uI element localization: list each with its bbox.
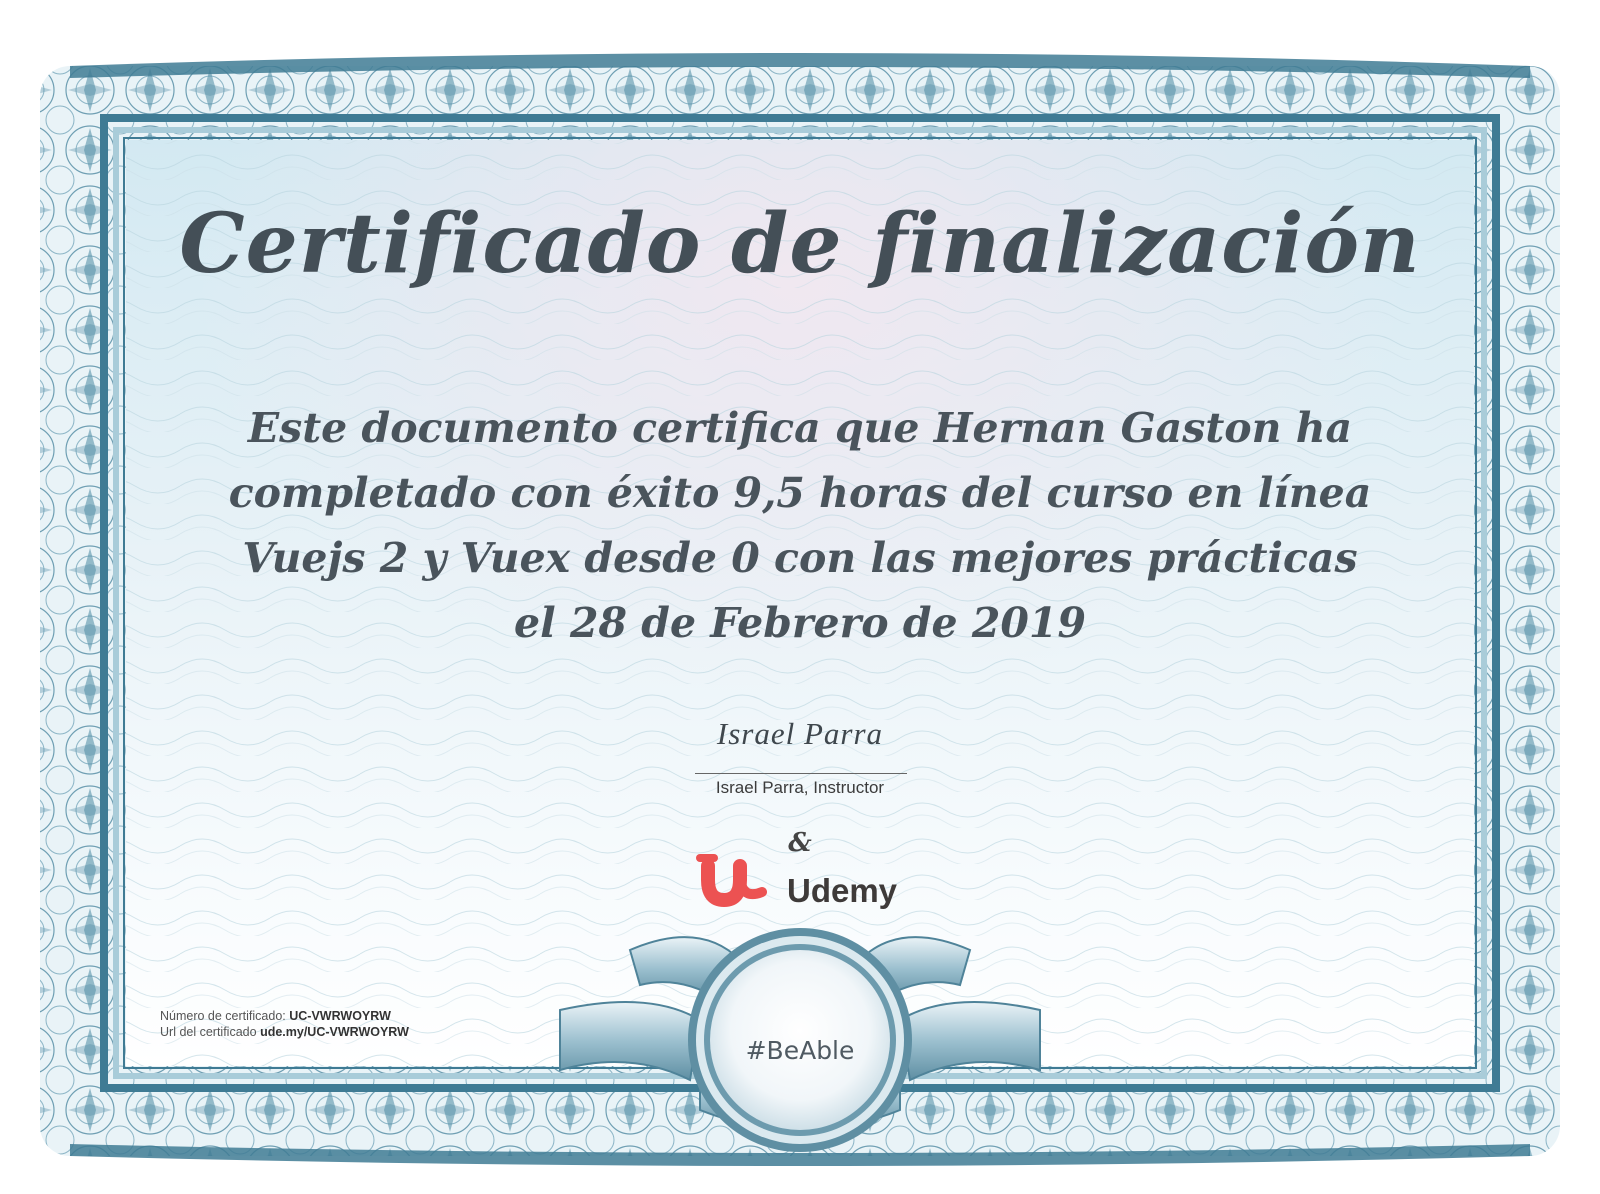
certificate-body (150, 396, 1450, 656)
certificate-title: Certificado de finalización (179, 196, 1421, 292)
body-line-4: el 28 de Febrero de 2019 (514, 599, 1086, 647)
signature-line (695, 773, 907, 774)
brand-name: Udemy (787, 872, 898, 909)
certificate-url[interactable]: ude.my/UC-VWRWOYRW (260, 1025, 409, 1039)
certificate-number-row (160, 1008, 409, 1024)
certificate-url-label: Url del certificado (160, 1025, 257, 1039)
body-line-2: completado con éxito 9,5 horas del curso en línea (228, 469, 1372, 517)
ampersand: & (788, 828, 812, 858)
body-line-3: Vuejs 2 y Vuex desde 0 con las mejores prácticas (242, 534, 1358, 582)
body-line-1: Este documento certifica que Hernan Gaston ha (247, 404, 1353, 452)
certificate-meta (160, 1008, 409, 1040)
instructor-caption: Israel Parra, Instructor (715, 778, 885, 797)
certificate-number-label: Número de certificado: (160, 1009, 286, 1023)
certificate-url-row (160, 1024, 409, 1040)
instructor-signature: Israel Parra (716, 716, 884, 751)
badge-text: #BeAble (745, 1036, 855, 1065)
certificate-number: UC-VWRWOYRW (289, 1009, 391, 1023)
